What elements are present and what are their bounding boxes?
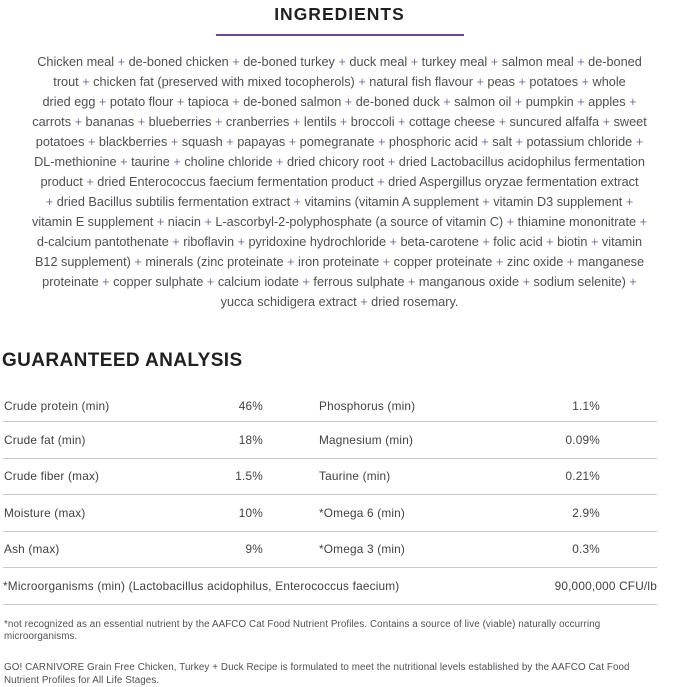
plus-separator: + <box>602 115 611 129</box>
plus-separator: + <box>82 75 90 89</box>
table-row <box>3 459 657 496</box>
plus-separator: + <box>232 95 240 109</box>
plus-separator: + <box>629 275 637 289</box>
table-row <box>3 391 657 422</box>
plus-separator: + <box>226 135 234 149</box>
plus-separator: + <box>204 215 212 229</box>
nutrient-value: 90,000,000 CFU/lb <box>554 578 657 593</box>
plus-separator: + <box>398 115 406 129</box>
ingredients-paragraph <box>0 52 679 312</box>
ingredients-line: + dried Bacillus subtilis fermentation extract + vitamins (vitamin A supplement + vitamin D3 supplement + <box>45 195 634 209</box>
nutrient-label: *Omega 3 (min) <box>319 542 406 557</box>
plus-separator: + <box>515 135 523 149</box>
plus-separator: + <box>389 235 397 249</box>
plus-separator: + <box>581 75 590 89</box>
plus-separator: + <box>45 195 54 209</box>
ingredients-line: proteinate + copper sulphate + calcium iodate + ferrous sulphate + manganous oxide + sodium selenite) + <box>42 275 637 289</box>
plus-separator: + <box>117 55 126 69</box>
ingredients-line: vitamin E supplement + niacin + L-ascorbyl-2-polyphosphate (a source of vitamin C) + thiamine mononitrate + <box>31 215 647 229</box>
nutrient-label: *Microorganisms (min) (Lactobacillus acidophilus, Enterococcus faecium) <box>3 578 400 593</box>
table-row <box>3 532 657 569</box>
nutrient-value: 46% <box>238 399 263 413</box>
plus-separator: + <box>443 95 451 109</box>
ingredients-line: DL-methionine + taurine + choline chloride + dried chicory root + dried Lactobacillus acidophilus fermentation <box>34 155 645 169</box>
plus-separator: + <box>176 95 185 109</box>
footnote-aafco-nutrient: *not recognized as an essential nutrient by the AAFCO Cat Food Nutrient Profiles. Contains a source of live (viable) naturally occurring microorganisms. <box>4 618 601 642</box>
guaranteed-analysis-table <box>3 391 657 605</box>
nutrient-value: 0.3% <box>572 542 600 557</box>
plus-separator: + <box>288 135 297 149</box>
plus-separator: + <box>170 135 179 149</box>
plus-separator: + <box>173 155 181 169</box>
nutrient-label: Crude protein (min) <box>4 399 110 413</box>
nutrient-value: 9% <box>245 542 263 557</box>
ingredients-line: Chicken meal + de-boned chicken + de-boned turkey + duck meal + turkey meal + salmon meal + de-boned <box>37 55 642 69</box>
ingredients-line: dried egg + potato flour + tapioca + de-boned salmon + de-boned duck + salmon oil + pumpkin + apples + <box>42 95 637 109</box>
plus-separator: + <box>120 155 128 169</box>
plus-separator: + <box>377 135 386 149</box>
ingredients-line: yucca schidigera extract + dried rosemary. <box>220 295 459 309</box>
nutrient-value: 10% <box>238 505 263 520</box>
nutrient-label: Magnesium (min) <box>319 432 414 447</box>
plus-separator: + <box>482 235 490 249</box>
plus-separator: + <box>137 115 146 129</box>
table-row <box>3 422 657 459</box>
nutrient-value: 0.09% <box>565 432 600 447</box>
plus-separator: + <box>629 95 637 109</box>
guaranteed-analysis-title: GUARANTEED ANALYSIS <box>2 350 243 371</box>
plus-separator: + <box>302 275 310 289</box>
nutrient-value: 1.1% <box>572 399 600 413</box>
plus-separator: + <box>358 75 366 89</box>
plus-separator: + <box>476 75 484 89</box>
plus-separator: + <box>639 215 647 229</box>
nutrient-value: 0.21% <box>565 469 600 484</box>
nutrient-label: Ash (max) <box>4 542 60 557</box>
ingredients-line: carrots + bananas + blueberries + cranberries + lentils + broccoli + cottage cheese + suncured alfalfa + sweet <box>32 115 647 129</box>
nutrient-value: 2.9% <box>572 505 600 520</box>
table-row-microorganisms <box>3 568 657 605</box>
plus-separator: + <box>566 255 575 269</box>
plus-separator: + <box>293 195 302 209</box>
plus-separator: + <box>490 55 499 69</box>
ingredients-line: potatoes + blackberries + squash + papayas + pomegranate + phosphoric acid + salt + potassium chloride + <box>35 135 644 149</box>
plus-separator: + <box>410 55 419 69</box>
plus-separator: + <box>518 75 526 89</box>
plus-separator: + <box>86 175 94 189</box>
plus-separator: + <box>407 275 416 289</box>
plus-separator: + <box>506 215 515 229</box>
plus-separator: + <box>377 175 385 189</box>
plus-separator: + <box>156 215 165 229</box>
plus-separator: + <box>102 275 110 289</box>
nutrient-value: 18% <box>238 432 263 447</box>
nutrient-label: Moisture (max) <box>4 505 86 520</box>
plus-separator: + <box>360 295 368 309</box>
plus-separator: + <box>338 55 346 69</box>
plus-separator: + <box>382 255 391 269</box>
plus-separator: + <box>522 275 530 289</box>
ingredients-line: B12 supplement) + minerals (zinc proteinate + iron proteinate + copper proteinate + zinc oxide + manganese <box>34 255 645 269</box>
plus-separator: + <box>344 95 353 109</box>
ingredients-line: d-calcium pantothenate + riboflavin + pyridoxine hydrochloride + beta-carotene + folic acid + biotin + vitamin <box>36 235 643 249</box>
plus-separator: + <box>339 115 348 129</box>
nutrient-value: 1.5% <box>235 469 263 484</box>
plus-separator: + <box>635 135 644 149</box>
plus-separator: + <box>206 275 215 289</box>
plus-separator: + <box>495 255 504 269</box>
nutrient-label: Phosphorus (min) <box>319 399 416 413</box>
plus-separator: + <box>74 115 82 129</box>
plus-separator: + <box>498 115 506 129</box>
plus-separator: + <box>172 235 180 249</box>
plus-separator: + <box>276 155 284 169</box>
nutrient-label: Crude fiber (max) <box>4 469 100 484</box>
ingredients-line: product + dried Enterococcus faecium fermentation product + dried Aspergillus oryzae fermentation extract <box>40 175 639 189</box>
plus-separator: + <box>292 115 301 129</box>
plus-separator: + <box>98 95 107 109</box>
plus-separator: + <box>546 235 554 249</box>
footnote-formulation-statement: GO! CARNIVORE Grain Free Chicken, Turkey + Duck Recipe is formulated to meet the nutritional levels established by the AAFCO Cat Food Nutrient Profiles for All Life Stages. <box>4 661 630 686</box>
nutrient-label: *Omega 6 (min) <box>319 505 406 520</box>
nutrient-label: Crude fat (min) <box>4 432 86 447</box>
plus-separator: + <box>134 255 142 269</box>
plus-separator: + <box>577 95 585 109</box>
plus-separator: + <box>482 195 490 209</box>
plus-separator: + <box>577 55 585 69</box>
plus-separator: + <box>214 115 223 129</box>
ingredients-line: trout + chicken fat (preserved with mixed tocopherols) + natural fish flavour + peas + potatoes + whole <box>53 75 626 89</box>
plus-separator: + <box>625 195 634 209</box>
plus-separator: + <box>481 135 489 149</box>
nutrient-label: Taurine (min) <box>319 469 391 484</box>
plus-separator: + <box>590 235 599 249</box>
plus-separator: + <box>514 95 523 109</box>
title-underline <box>216 34 464 36</box>
plus-separator: + <box>87 135 96 149</box>
plus-separator: + <box>232 55 240 69</box>
plus-separator: + <box>287 255 295 269</box>
plus-separator: + <box>237 235 245 249</box>
ingredients-title: INGREDIENTS <box>274 4 405 24</box>
table-row <box>3 495 657 532</box>
plus-separator: + <box>387 155 396 169</box>
